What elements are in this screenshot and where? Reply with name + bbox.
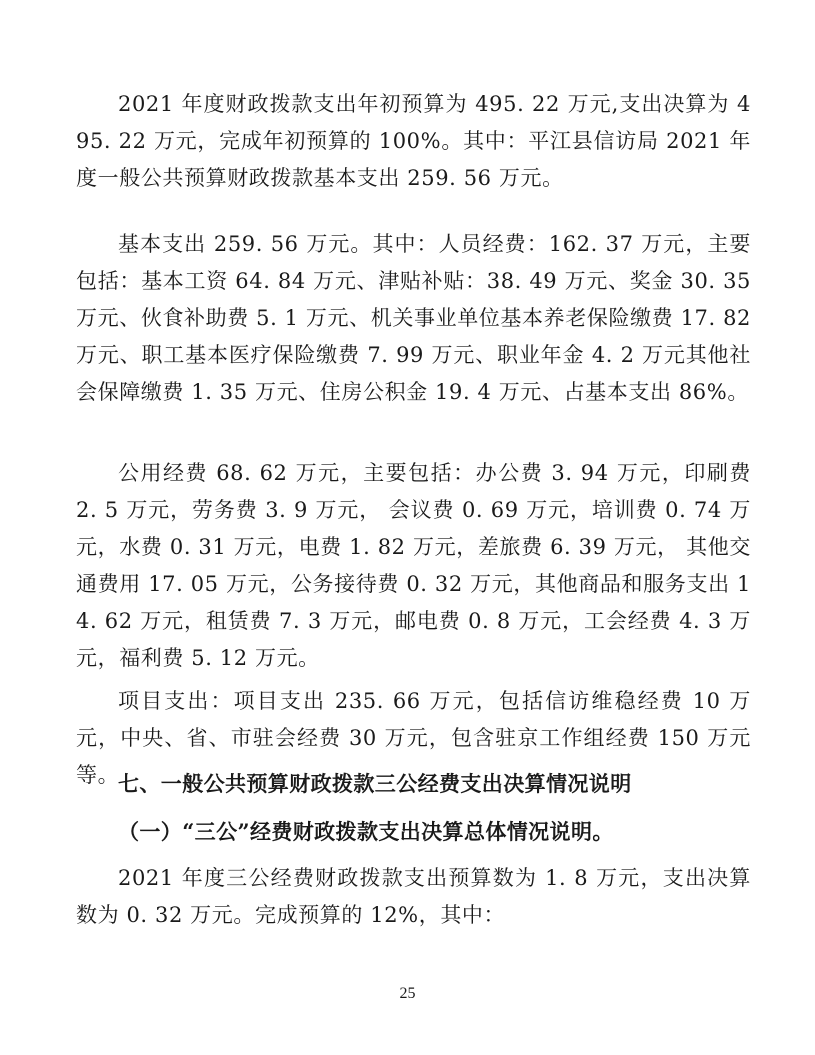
paragraph-budget-summary: 2021 年度财政拨款支出年初预算为 495. 22 万元,支出决算为 495. 22 万元，完成年初预算的 100%。其中：平江县信访局 2021 年度一般公共预算财政拨款基本支出 259. 56 万元。 [76, 92, 751, 190]
paragraph-project-expenditure: 项目支出：项目支出 235. 66 万元，包括信访维稳经费 10 万元，中央、省、市驻会经费 30 万元，包含驻京工作组经费 150 万元等。 [76, 689, 751, 787]
paragraph-public-expenses: 公用经费 68. 62 万元，主要包括：办公费 3. 94 万元，印刷费 2. 5 万元，劳务费 3. 9 万元， 会议费 0. 69 万元，培训费 0. 74 万元，水费 0. 31 万元，电费 1. 82 万元，差旅费 6. 39 万元， 其他交通费用 17. 05 万元，公务接待费 0. 32 万元，其他商品和服务支出 14. 62 万元，租赁费 7. 3 万元，邮电费 0. 8 万元，工会经费 4. 3 万元，福利费 5. 12 万元。 [76, 461, 751, 670]
subsection-heading: （一）“三公”经费财政拨款支出决算总体情况说明。 [118, 819, 614, 844]
paragraph-three-public-expenses: 2021 年度三公经费财政拨款支出预算数为 1. 8 万元，支出决算数为 0. 32 万元。完成预算的 12%，其中： [76, 866, 751, 927]
paragraph-basic-expenditure: 基本支出 259. 56 万元。其中：人员经费：162. 37 万元，主要包括：基本工资 64. 84 万元、津贴补贴：38. 49 万元、奖金 30. 35 万元、伙食补助费 5. 1 万元、机关事业单位基本养老保险缴费 17. 82 万元、职工基本医疗保险缴费 7. 99 万元、职业年金 4. 2 万元其他社会保障缴费 1. 35 万元、住房公积金 19. 4 万元、占基本支出 86%。 [76, 232, 751, 404]
page-number: 25 [399, 985, 416, 1002]
section-heading: 七、一般公共预算财政拨款三公经费支出决算情况说明 [118, 772, 632, 796]
